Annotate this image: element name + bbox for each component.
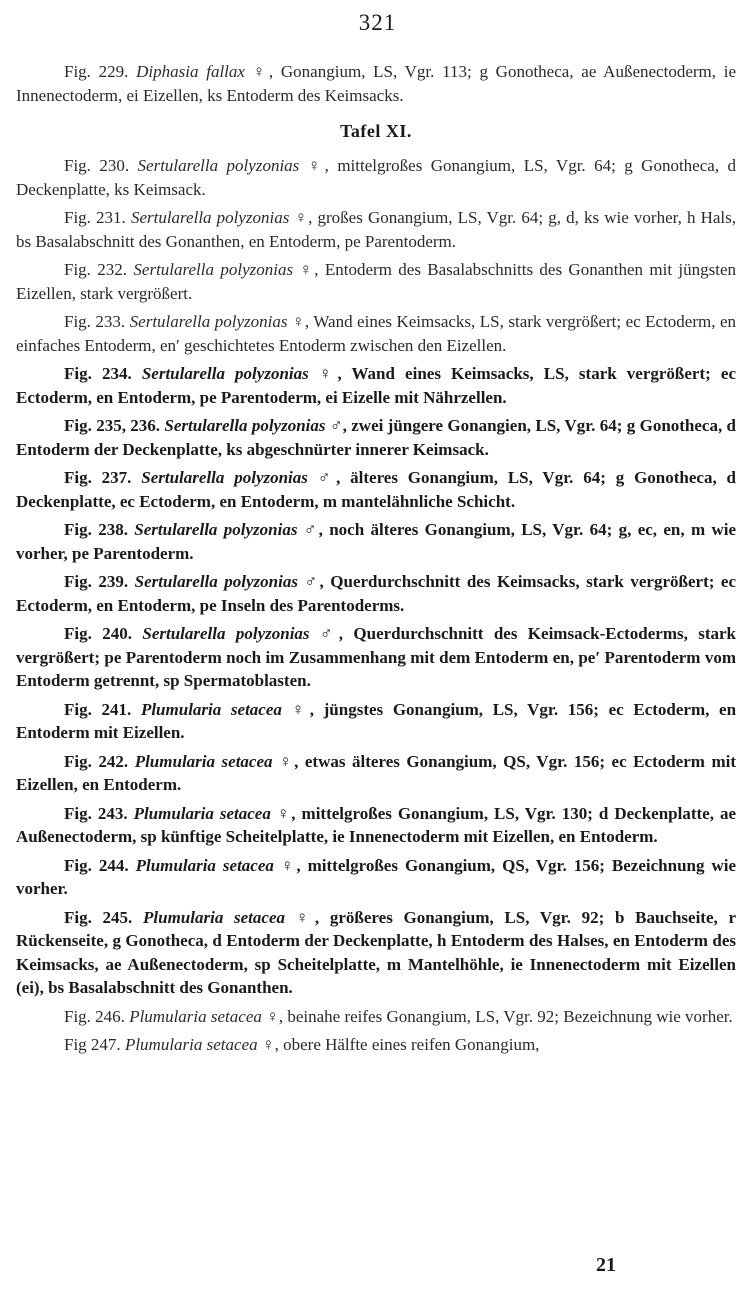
caption-text: ♂, zwei jüngere Gonangien, LS, Vgr. 64; g Gonotheca, d Entoderm der Deckenplatte, ks abgeschnürter innerer Keimsack. — [16, 416, 737, 459]
figure-caption — [16, 906, 736, 1000]
signature-number: 21 — [596, 1254, 616, 1276]
figure-caption — [16, 310, 736, 357]
species-name: Sertularella polyzonias — [134, 572, 298, 591]
figure-label: Fig. 244. — [64, 855, 129, 875]
figure-label: Fig. 246. — [64, 1006, 125, 1026]
figure-caption — [16, 622, 736, 693]
figure-caption — [16, 258, 736, 305]
caption-text: ♀, etwas älteres Gonangium, QS, Vgr. 156; ec Ectoderm mit Eizellen, en Entoderm. — [16, 751, 737, 794]
figure-label: Fig. 243. — [64, 803, 128, 823]
species-name: Sertularella polyzonias — [141, 468, 308, 487]
figure-caption — [16, 698, 736, 745]
species-name: Sertularella polyzonias — [133, 260, 294, 279]
caption-text: ♂, älteres Gonangium, LS, Vgr. 64; g Gonotheca, d Deckenplatte, ec Ectoderm, en Entoderm, m mantelähnliche Schicht. — [16, 468, 736, 511]
figure-caption — [16, 1005, 736, 1029]
species-name: Plumularia setacea — [135, 855, 274, 875]
figure-label: Fig. 230. — [64, 156, 130, 175]
species-name: Plumularia setacea — [133, 803, 271, 823]
caption-text: ♀, beinahe reifes Gonangium, LS, Vgr. 92; Bezeichnung wie vorher. — [261, 1006, 733, 1026]
species-name: Plumularia setacea — [140, 699, 282, 719]
species-name: Diphasia fallax — [136, 62, 245, 81]
figure-caption — [16, 750, 736, 797]
figure-caption — [16, 466, 736, 513]
figure-label: Fig. 242. — [64, 751, 129, 771]
page-number: 321 — [358, 10, 397, 35]
section-heading: Tafel XI. — [340, 121, 412, 141]
figure-label: Fig. 240. — [64, 624, 132, 643]
figure-caption — [16, 414, 736, 461]
figure-label: Fig. 245. — [64, 907, 133, 927]
figure-label: Fig. 239. — [64, 572, 129, 591]
species-name: Sertularella polyzonias — [130, 208, 290, 227]
caption-text: ♀, großes Gonangium, LS, Vgr. 64; g, d, ks wie vorher, h Hals, bs Basalabschnitt des Gonanthen, en Entoderm, pe Parentoderm. — [16, 208, 737, 251]
caption-text: ♂, Querdurchschnitt des Keimsacks, stark vergrößert; ec Ectoderm, en Entoderm, pe Inseln des Parentoderms. — [16, 572, 736, 615]
species-name: Plumularia setacea — [134, 751, 273, 771]
figure-label: Fig. 232. — [64, 260, 128, 279]
caption-text: ♀, Entoderm des Basalabschnitts des Gonanthen mit jüngsten Eizellen, stark vergrößert. — [16, 260, 737, 303]
species-name: Plumularia setacea — [143, 907, 285, 927]
figure-caption — [16, 154, 736, 201]
figure-caption — [16, 1033, 736, 1057]
caption-text: ♂, Querdurchschnitt des Keimsack-Ectoderms, stark vergrößert; pe Parentoderm noch im Zusammenhang mit dem Entoderm en, pe′ Parentoderm vom Entoderm getrennt, sp Spermatoblasten. — [16, 624, 736, 690]
caption-text: ♀, größeres Gonangium, LS, Vgr. 92; b Bauchseite, r Rückenseite, g Gonotheca, d Entoderm der Deckenplatte, h Entoderm des Halses, en Entoderm des Keimsacks, ae Außenectoderm, sp Scheitelplatte, m Mantelhöhle, ie Innenectoderm mit Eizellen (ei), bs Basalabschnitt des Gonanthen. — [16, 907, 736, 997]
caption-text: ♂, noch älteres Gonangium, LS, Vgr. 64; g, ec, en, m wie vorher, pe Parentoderm. — [16, 520, 737, 563]
caption-text: ♀, Gonangium, LS, Vgr. 113; g Gonotheca, ae Außenectoderm, ie Innenectoderm, ei Eizellen, ks Entoderm des Keimsacks. — [16, 62, 736, 105]
figure-caption — [16, 854, 736, 901]
figure-caption — [16, 570, 736, 617]
figure-label: Fig. 235, 236. — [64, 416, 161, 435]
figure-label: Fig. 231. — [64, 208, 126, 227]
species-name: Sertularella polyzonias — [164, 416, 326, 435]
page-content — [16, 60, 736, 1062]
figure-caption — [16, 60, 736, 107]
figure-label: Fig. 238. — [64, 520, 128, 539]
figure-caption — [16, 362, 736, 409]
figure-caption — [16, 802, 736, 849]
caption-text: ♀, jüngstes Gonangium, LS, Vgr. 156; ec Ectoderm, en Entoderm mit Eizellen. — [16, 699, 737, 742]
caption-text: ♀, mittelgroßes Gonangium, LS, Vgr. 130; d Deckenplatte, ae Außenectoderm, sp künftige Scheitelplatte, ie Innenectoderm mit Eizellen, en Entoderm. — [16, 803, 737, 846]
species-name: Plumularia setacea — [124, 1035, 258, 1054]
caption-text: ♀, mittelgroßes Gonangium, QS, Vgr. 156; Bezeichnung wie vorher. — [16, 855, 737, 898]
species-name: Sertularella polyzonias — [142, 624, 310, 643]
caption-text: ♀, mittelgroßes Gonangium, LS, Vgr. 64; g Gonotheca, d Deckenplatte, ks Keimsack. — [16, 156, 736, 199]
species-name: Sertularella polyzonias — [137, 156, 300, 175]
species-name: Sertularella polyzonias — [134, 520, 298, 539]
figure-label: Fig. 233. — [64, 312, 126, 331]
species-name: Sertularella polyzonias — [141, 364, 309, 383]
caption-text: ♀, Wand eines Keimsacks, LS, stark vergrößert; ec Ectoderm, en einfaches Entoderm, en′ geschichtetes Entoderm zwischen den Eizellen. — [16, 312, 737, 355]
figure-label: Fig. 237. — [64, 468, 132, 487]
caption-text: ♀, Wand eines Keimsacks, LS, stark vergrößert; ec Ectoderm, en Entoderm, pe Parentoderm, ei Eizelle mit Nährzellen. — [16, 364, 736, 407]
caption-list — [16, 154, 736, 1057]
figure-label: Fig. 241. — [64, 699, 132, 719]
caption-text: ♀, obere Hälfte eines reifen Gonangium, — [257, 1035, 540, 1054]
figure-caption — [16, 206, 736, 253]
figure-label: Fig. 229. — [64, 62, 129, 81]
species-name: Sertularella polyzonias — [129, 312, 288, 331]
species-name: Plumularia setacea — [129, 1006, 262, 1026]
figure-label: Fig 247. — [64, 1035, 121, 1054]
figure-caption — [16, 518, 736, 565]
figure-label: Fig. 234. — [64, 364, 132, 383]
